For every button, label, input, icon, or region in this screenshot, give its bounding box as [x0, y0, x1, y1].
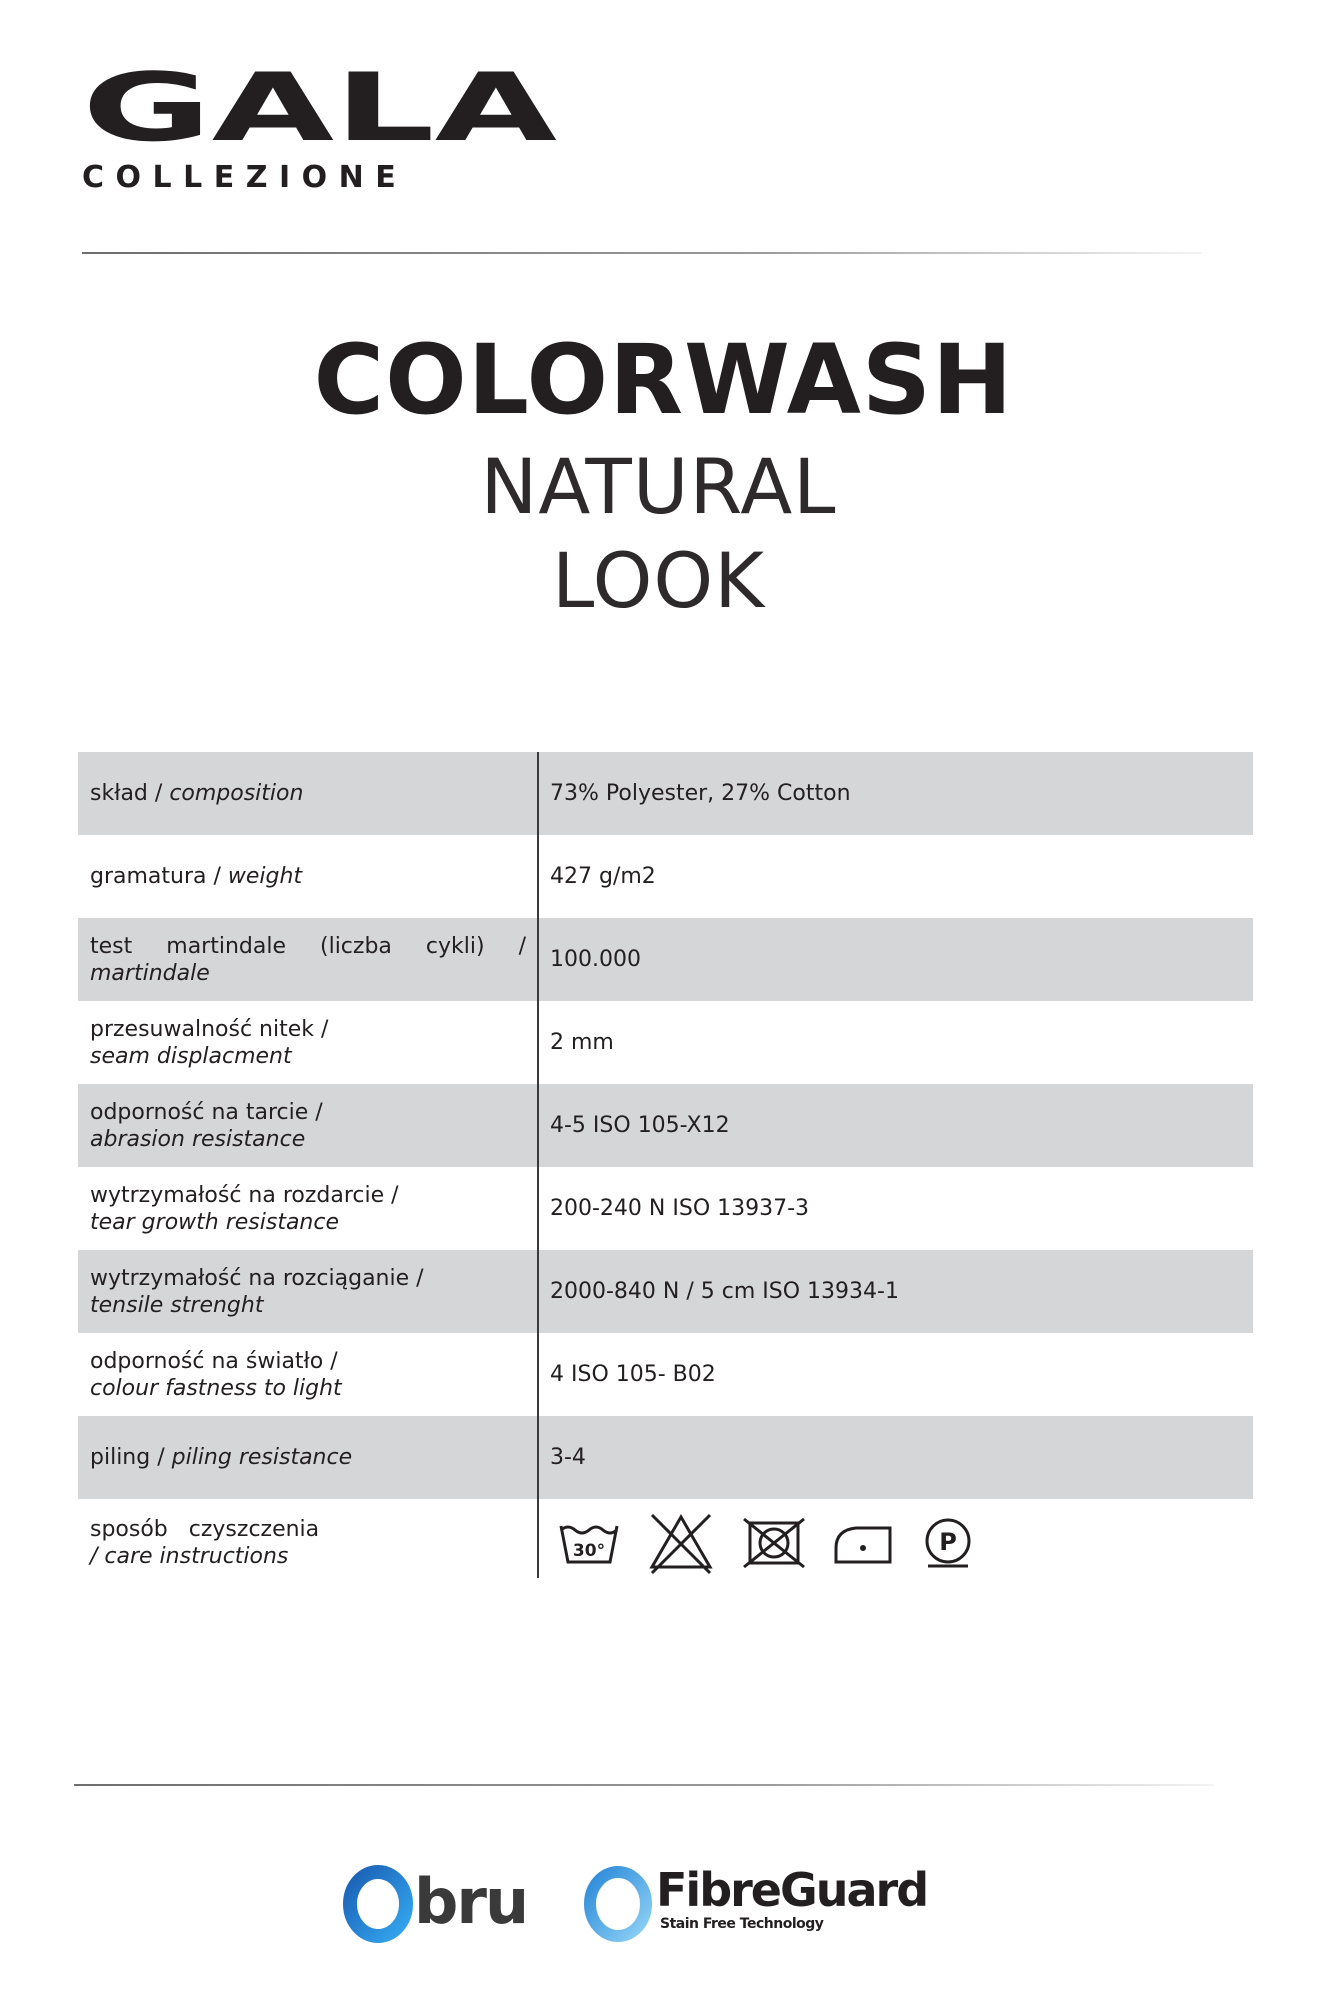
spec-value: 4 ISO 105- B02 — [550, 1362, 716, 1387]
dry-clean-letter: P — [939, 1528, 957, 1556]
obru-ring-icon — [340, 1860, 420, 1950]
spec-label: odporność na tarcie / abrasion resistance — [90, 1099, 323, 1152]
spec-label: skład / composition — [90, 781, 304, 806]
spec-label: przesuwalność nitek / seam displacment — [90, 1016, 329, 1069]
brand-name: GALA — [82, 68, 557, 148]
spec-table — [78, 752, 1253, 1587]
spec-row-light-fastness — [78, 1333, 1253, 1416]
gala-wordmark — [82, 68, 557, 148]
spec-row-tear-growth — [78, 1167, 1253, 1250]
partner-logos — [340, 1860, 980, 1950]
obru-logo — [340, 1860, 540, 1950]
spec-value: 2000-840 N / 5 cm ISO 13934-1 — [550, 1279, 899, 1304]
spec-row-composition — [78, 752, 1253, 835]
spec-label: wytrzymałość na rozdarcie / tear growth resistance — [90, 1182, 399, 1235]
spec-value: 2 mm — [550, 1030, 614, 1055]
spec-row-weight — [78, 835, 1253, 918]
brand-subtitle: COLLEZIONE — [82, 160, 408, 195]
spec-row-tensile — [78, 1250, 1253, 1333]
bottom-divider — [74, 1784, 1214, 1786]
spec-label: sposób czyszczenia / care instructions — [90, 1517, 320, 1569]
spec-row-martindale — [78, 918, 1253, 1001]
spec-row-abrasion — [78, 1084, 1253, 1167]
spec-label: piling / piling resistance — [90, 1445, 353, 1470]
wash-30-icon — [558, 1518, 620, 1568]
spec-value: 73% Polyester, 27% Cotton — [550, 781, 851, 806]
spec-label: test martindale (liczba cykli) / martindale — [90, 933, 526, 986]
product-name: COLORWASH — [313, 324, 1014, 436]
product-title — [0, 320, 1317, 628]
obru-text: bru — [414, 1865, 528, 1938]
spec-value: 100.000 — [550, 947, 641, 972]
spec-row-seam-displacement — [78, 1001, 1253, 1084]
spec-row-piling — [78, 1416, 1253, 1499]
table-divider-line — [537, 752, 539, 1578]
spec-value: 427 g/m2 — [550, 864, 656, 889]
fibreguard-tagline: Stain Free Technology — [660, 1916, 824, 1932]
fibreguard-logo — [580, 1860, 980, 1950]
spec-value: 200-240 N ISO 13937-3 — [550, 1196, 810, 1221]
product-subtitle-line-1: NATURAL — [480, 442, 837, 531]
fibreguard-ring-icon — [580, 1860, 660, 1950]
spec-label: wytrzymałość na rozciąganie / tensile strenght — [90, 1265, 424, 1318]
spec-value: 3-4 — [550, 1445, 586, 1470]
no-tumble-dry-icon — [742, 1517, 806, 1569]
spec-label: odporność na światło / colour fastness to light — [90, 1348, 342, 1401]
care-icons — [538, 1499, 1253, 1587]
wash-temp: 30° — [572, 1541, 606, 1561]
spec-row-care — [78, 1499, 1253, 1587]
top-divider — [82, 252, 1202, 254]
spec-label: gramatura / weight — [90, 864, 303, 889]
dry-clean-p-icon — [922, 1517, 974, 1569]
no-bleach-icon — [646, 1511, 716, 1575]
brand-logo — [82, 68, 557, 193]
iron-low-icon — [832, 1518, 896, 1568]
spec-value: 4-5 ISO 105-X12 — [550, 1113, 730, 1138]
fibreguard-text: FibreGuard — [656, 1863, 928, 1917]
product-subtitle-line-2: LOOK — [551, 536, 766, 625]
